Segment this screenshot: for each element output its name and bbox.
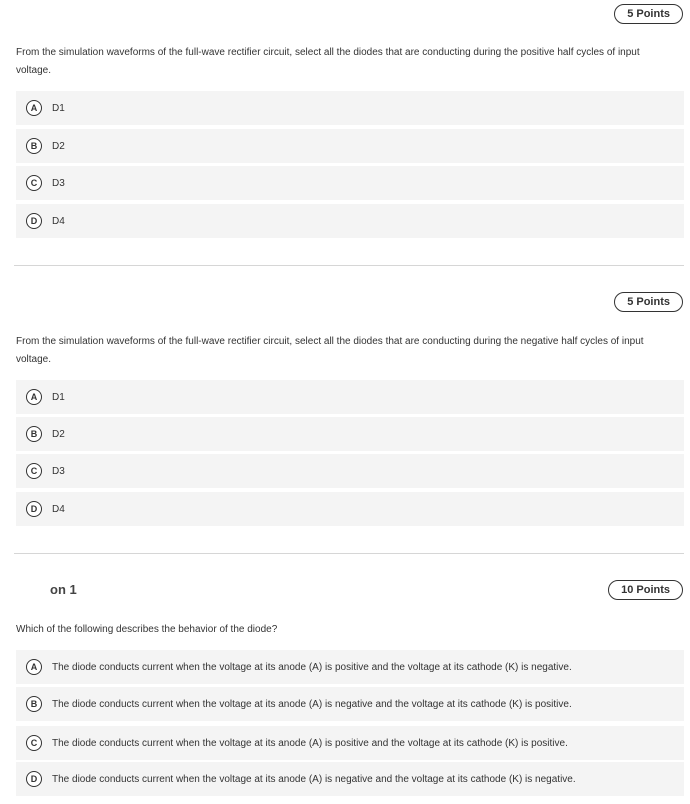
option-a[interactable]: [16, 380, 684, 414]
option-b[interactable]: [16, 129, 684, 163]
question-text: From the simulation waveforms of the full-wave rectifier circuit, select all the diodes that are conducting during the positive half cycles of input voltage.: [16, 47, 640, 76]
option-label: D3: [52, 177, 65, 189]
option-b[interactable]: [16, 687, 684, 721]
question-1: [0, 0, 690, 266]
question-2: [0, 288, 690, 553]
option-letter-b: B: [26, 696, 42, 712]
option-letter-a: A: [26, 100, 42, 116]
points-badge: 10 Points: [608, 580, 683, 600]
option-b[interactable]: [16, 417, 684, 451]
option-letter-d: D: [26, 501, 42, 517]
question-divider: [14, 553, 684, 554]
option-label: D4: [52, 503, 65, 515]
option-label: D4: [52, 215, 65, 227]
option-letter-c: C: [26, 735, 42, 751]
question-3: [0, 576, 690, 804]
option-label: The diode conducts current when the voltage at its anode (A) is positive and the voltage at its cathode (K) is positive.: [52, 737, 568, 749]
option-c[interactable]: [16, 454, 684, 488]
option-d[interactable]: [16, 204, 684, 238]
option-letter-c: C: [26, 463, 42, 479]
points-badge: 5 Points: [614, 292, 683, 312]
question-title: on 1: [50, 582, 77, 597]
option-label: The diode conducts current when the voltage at its anode (A) is negative and the voltage at its cathode (K) is positive.: [52, 698, 572, 710]
option-letter-d: D: [26, 213, 42, 229]
option-c[interactable]: [16, 166, 684, 200]
option-label: D3: [52, 465, 65, 477]
option-letter-b: B: [26, 138, 42, 154]
option-label: The diode conducts current when the voltage at its anode (A) is positive and the voltage at its cathode (K) is negative.: [52, 661, 572, 673]
option-letter-a: A: [26, 389, 42, 405]
question-divider: [14, 265, 684, 266]
question-text: From the simulation waveforms of the full-wave rectifier circuit, select all the diodes that are conducting during the negative half cycles of input voltage.: [16, 336, 644, 365]
option-c[interactable]: [16, 726, 684, 760]
option-label: D2: [52, 428, 65, 440]
option-label: D1: [52, 102, 65, 114]
option-label: D1: [52, 391, 65, 403]
option-letter-c: C: [26, 175, 42, 191]
option-letter-a: A: [26, 659, 42, 675]
option-d[interactable]: [16, 492, 684, 526]
option-letter-d: D: [26, 771, 42, 787]
question-text: Which of the following describes the behavior of the diode?: [16, 624, 278, 635]
option-letter-b: B: [26, 426, 42, 442]
option-a[interactable]: [16, 650, 684, 684]
option-label: The diode conducts current when the voltage at its anode (A) is negative and the voltage at its cathode (K) is negative.: [52, 773, 576, 785]
option-a[interactable]: [16, 91, 684, 125]
points-badge: 5 Points: [614, 4, 683, 24]
option-label: D2: [52, 140, 65, 152]
option-d[interactable]: [16, 762, 684, 796]
